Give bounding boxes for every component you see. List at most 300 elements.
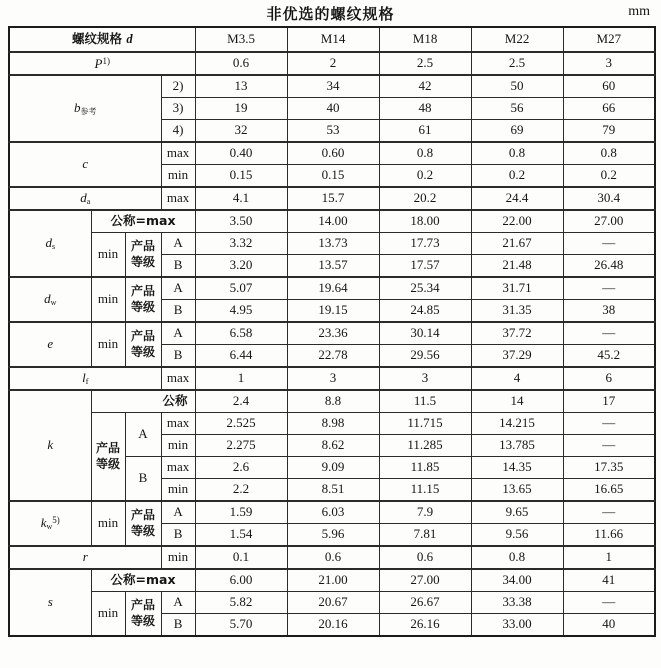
variable-symbol: e: [47, 336, 54, 352]
cell-text: 31.35: [502, 302, 532, 318]
value-cell: [287, 210, 379, 233]
cell-text: 0.2: [416, 167, 434, 183]
cell-text: 0.15: [321, 167, 345, 183]
sub-label: [91, 210, 195, 233]
value-cell: [287, 592, 379, 614]
col-header: [195, 27, 287, 52]
variable-symbol: r: [82, 549, 88, 565]
value-cell: [287, 413, 379, 435]
cell-text: 11.66: [594, 526, 624, 542]
value-cell: [195, 524, 287, 547]
cell-text: 产品等级: [130, 507, 155, 538]
cell-text: 0.60: [321, 145, 345, 161]
cell-text: 34: [326, 78, 340, 94]
sub-label: [161, 592, 195, 614]
cell-text: 25.34: [410, 280, 440, 296]
value-cell: [287, 457, 379, 479]
sub-label-grade: [125, 277, 161, 322]
cell-text: 产品等级: [130, 238, 155, 269]
cell-text: 1: [605, 549, 613, 565]
value-cell: [471, 300, 563, 323]
unit-label: mm: [628, 4, 650, 19]
sub-label: [161, 457, 195, 479]
cell-text: min: [97, 246, 119, 262]
sub-label: [161, 300, 195, 323]
variable-symbol: s: [47, 594, 53, 610]
value-cell: [379, 75, 471, 98]
value-cell: [287, 120, 379, 143]
value-cell: [287, 98, 379, 120]
value-cell: [287, 367, 379, 390]
value-cell: [287, 187, 379, 210]
cell-text: 3: [421, 370, 429, 386]
value-cell: [379, 457, 471, 479]
cell-text: 6.03: [321, 504, 345, 520]
variable-symbol: l: [82, 369, 86, 385]
value-cell: [471, 367, 563, 390]
value-cell: [471, 546, 563, 569]
cell-text: M18: [412, 31, 438, 47]
sub-label: [161, 233, 195, 255]
cell-text: 8.98: [321, 415, 345, 431]
cell-text: min: [167, 437, 189, 453]
table-row: [9, 569, 655, 592]
cell-text: 21.00: [318, 572, 348, 588]
cell-text: 3: [329, 370, 337, 386]
value-cell: [471, 120, 563, 143]
value-cell: [563, 233, 655, 255]
cell-text: M27: [596, 31, 622, 47]
value-cell: [379, 120, 471, 143]
cell-text: 3): [172, 100, 184, 116]
cell-text: B: [173, 526, 183, 542]
cell-text: 5.07: [229, 280, 253, 296]
cell-text: 0.2: [508, 167, 526, 183]
value-cell: [379, 614, 471, 637]
table-row: [9, 233, 655, 255]
value-cell: [195, 345, 287, 368]
row-label-c: [9, 142, 161, 187]
sub-label: [125, 413, 161, 457]
cell-text: max: [166, 190, 190, 206]
value-cell: [287, 142, 379, 165]
table-row: [9, 52, 655, 75]
sub-label: [161, 255, 195, 278]
cell-text: min: [167, 549, 189, 565]
value-cell: [379, 187, 471, 210]
value-cell: [287, 501, 379, 524]
value-cell: [195, 277, 287, 300]
value-cell: [195, 614, 287, 637]
cell-text: 17.35: [594, 459, 624, 475]
cell-text: 30.4: [597, 190, 621, 206]
value-cell: [563, 165, 655, 188]
value-cell: [379, 52, 471, 75]
row-label-ds: [9, 210, 91, 277]
cell-text: 34.00: [502, 572, 532, 588]
value-cell: [379, 300, 471, 323]
cell-text: 15.7: [321, 190, 345, 206]
value-cell: [287, 614, 379, 637]
sub-label: [161, 187, 195, 210]
value-cell: [379, 345, 471, 368]
value-cell: [195, 165, 287, 188]
cell-text: 0.8: [508, 145, 526, 161]
sub-label: [161, 345, 195, 368]
sub-label: [161, 435, 195, 457]
row-label-thread-spec: [9, 27, 195, 52]
cell-text: 11.15: [410, 481, 440, 497]
variable-symbol: k: [40, 515, 47, 531]
cell-text: 69: [510, 122, 524, 138]
cell-text: max: [166, 370, 190, 386]
cell-text: 4.95: [229, 302, 253, 318]
cell-text: min: [167, 481, 189, 497]
cell-text: 3.20: [229, 257, 253, 273]
cell-text: 2.275: [226, 437, 256, 453]
value-cell: [195, 142, 287, 165]
table-row: [9, 546, 655, 569]
cell-text: 79: [602, 122, 616, 138]
cell-text: B: [173, 616, 183, 632]
cell-text: 24.85: [410, 302, 440, 318]
row-label-k: [9, 390, 91, 501]
cell-text: min: [97, 336, 119, 352]
variable-symbol: c: [82, 156, 89, 172]
cell-text: 37.29: [502, 347, 532, 363]
value-cell: [195, 390, 287, 413]
value-cell: [379, 546, 471, 569]
cell-text: 5.70: [229, 616, 253, 632]
subscript-text: w: [46, 522, 53, 532]
sub-label: [161, 75, 195, 98]
cell-text: 6: [605, 370, 613, 386]
cell-text: 17: [602, 393, 616, 409]
cell-text: 23.36: [318, 325, 348, 341]
value-cell: [471, 569, 563, 592]
cell-text: 17.73: [410, 235, 440, 251]
value-cell: [195, 210, 287, 233]
cell-text: 19.15: [318, 302, 348, 318]
value-cell: [195, 435, 287, 457]
cell-text: —: [602, 325, 616, 341]
cell-text: 6.58: [229, 325, 253, 341]
value-cell: [471, 187, 563, 210]
cell-text: 0.6: [416, 549, 434, 565]
cell-text: 3.50: [229, 213, 253, 229]
value-cell: [563, 142, 655, 165]
value-cell: [563, 390, 655, 413]
value-cell: [379, 98, 471, 120]
variable-symbol: b: [74, 99, 81, 115]
cell-text: A: [173, 280, 183, 296]
sub-label: [161, 98, 195, 120]
variable-symbol: d: [45, 234, 52, 250]
cell-text: B: [173, 257, 183, 273]
value-cell: [195, 75, 287, 98]
sub-label: [91, 233, 125, 278]
value-cell: [379, 479, 471, 502]
cell-text: 32: [234, 122, 248, 138]
cell-text: 2.2: [232, 481, 250, 497]
value-cell: [287, 435, 379, 457]
value-cell: [563, 569, 655, 592]
sub-label: [91, 501, 125, 546]
cell-text: A: [173, 235, 183, 251]
cell-text: 0.8: [416, 145, 434, 161]
cell-text: 公称=max: [110, 572, 176, 588]
cell-text: 7.9: [416, 504, 434, 520]
cell-text: 9.09: [321, 459, 345, 475]
variable-symbol: d: [44, 290, 51, 306]
cell-text: 16.65: [594, 481, 624, 497]
sub-label: [161, 501, 195, 524]
value-cell: [471, 413, 563, 435]
value-cell: [287, 255, 379, 278]
sub-label: [161, 322, 195, 345]
value-cell: [471, 142, 563, 165]
cell-text: 13.73: [318, 235, 348, 251]
row-label-kw: [9, 501, 91, 546]
value-cell: [379, 142, 471, 165]
cell-text: B: [173, 302, 183, 318]
cell-text: 2.6: [232, 459, 250, 475]
value-cell: [563, 52, 655, 75]
value-cell: [471, 98, 563, 120]
value-cell: [195, 187, 287, 210]
value-cell: [471, 255, 563, 278]
cell-text: 4): [172, 122, 184, 138]
cell-text: 0.15: [229, 167, 253, 183]
sub-label: [91, 390, 195, 413]
value-cell: [471, 457, 563, 479]
row-label-b: [9, 75, 161, 142]
value-cell: [563, 75, 655, 98]
cell-text: 20.67: [318, 594, 348, 610]
value-cell: [563, 614, 655, 637]
value-cell: [471, 592, 563, 614]
value-cell: [379, 165, 471, 188]
sub-label: [161, 367, 195, 390]
value-cell: [195, 592, 287, 614]
cell-text: 产品等级: [130, 597, 155, 628]
value-cell: [563, 501, 655, 524]
subscript-text: w: [50, 297, 57, 307]
cell-text: 0.8: [600, 145, 617, 161]
value-cell: [195, 120, 287, 143]
cell-text: 8.8: [324, 393, 342, 409]
cell-text: 22.78: [318, 347, 348, 363]
value-cell: [195, 52, 287, 75]
sub-label: [125, 457, 161, 502]
cell-text: 38: [602, 302, 616, 318]
value-cell: [379, 233, 471, 255]
value-cell: [195, 300, 287, 323]
value-cell: [195, 569, 287, 592]
cell-text: min: [167, 167, 189, 183]
table-row: [9, 210, 655, 233]
cell-text: 26.67: [410, 594, 440, 610]
col-header: [287, 27, 379, 52]
cell-text: 42: [418, 78, 432, 94]
sub-label: [91, 277, 125, 322]
variable-symbol: d: [80, 189, 87, 205]
cell-text: 7.81: [413, 526, 437, 542]
table-row: [9, 27, 655, 52]
cell-text: B: [173, 347, 183, 363]
value-cell: [471, 479, 563, 502]
cell-text: 0.40: [229, 145, 253, 161]
cell-text: 1.59: [229, 504, 253, 520]
table-row: [9, 187, 655, 210]
value-cell: [471, 501, 563, 524]
cell-text: 产品等级: [130, 283, 155, 314]
cell-text: 3: [605, 55, 613, 71]
cell-text: M3.5: [227, 31, 255, 47]
sub-label: [161, 142, 195, 165]
value-cell: [563, 435, 655, 457]
value-cell: [563, 479, 655, 502]
value-cell: [195, 457, 287, 479]
value-cell: [379, 501, 471, 524]
cell-text: min: [97, 605, 119, 621]
cell-text: 33.00: [502, 616, 532, 632]
value-cell: [379, 322, 471, 345]
sub-label: [161, 546, 195, 569]
value-cell: [287, 546, 379, 569]
cell-text: 螺纹规格: [71, 31, 127, 47]
row-label-e: [9, 322, 91, 367]
cell-text: max: [166, 459, 190, 475]
value-cell: [379, 255, 471, 278]
row-label-lf: [9, 367, 161, 390]
sub-label: [161, 413, 195, 435]
thread-spec-table: [8, 26, 656, 637]
variable-symbol: k: [47, 437, 54, 453]
cell-text: 14.35: [502, 459, 532, 475]
value-cell: [287, 52, 379, 75]
cell-text: 2.5: [416, 55, 434, 71]
cell-text: M22: [504, 31, 530, 47]
cell-text: 26.16: [410, 616, 440, 632]
sub-label-grade: [125, 322, 161, 367]
value-cell: [563, 413, 655, 435]
cell-text: 56: [510, 100, 524, 116]
cell-text: 40: [602, 616, 616, 632]
value-cell: [563, 367, 655, 390]
value-cell: [287, 165, 379, 188]
cell-text: 19: [234, 100, 248, 116]
cell-text: max: [166, 415, 190, 431]
table-body: [9, 27, 655, 636]
value-cell: [471, 322, 563, 345]
value-cell: [471, 52, 563, 75]
value-cell: [563, 592, 655, 614]
cell-text: 53: [326, 122, 340, 138]
value-cell: [563, 210, 655, 233]
cell-text: 26.48: [594, 257, 624, 273]
value-cell: [563, 277, 655, 300]
sub-label: [91, 592, 125, 637]
value-cell: [287, 300, 379, 323]
value-cell: [563, 322, 655, 345]
cell-text: 0.2: [600, 167, 617, 183]
col-header: [471, 27, 563, 52]
cell-text: —: [602, 280, 616, 296]
sub-label: [161, 165, 195, 188]
value-cell: [379, 569, 471, 592]
cell-text: A: [173, 325, 183, 341]
value-cell: [471, 390, 563, 413]
sub-label-grade: [125, 501, 161, 546]
value-cell: [379, 367, 471, 390]
cell-text: 41: [602, 572, 616, 588]
value-cell: [563, 524, 655, 547]
col-header: [563, 27, 655, 52]
value-cell: [471, 277, 563, 300]
row-label-dw: [9, 277, 91, 322]
cell-text: 3.32: [229, 235, 253, 251]
cell-text: 66: [602, 100, 616, 116]
cell-text: 22.00: [502, 213, 532, 229]
sub-label-grade: [125, 592, 161, 637]
cell-text: 2.5: [508, 55, 526, 71]
cell-text: 9.65: [505, 504, 529, 520]
value-cell: [563, 98, 655, 120]
cell-text: 0.6: [324, 549, 342, 565]
subscript-text: a: [86, 196, 91, 206]
sub-label-grade: [91, 413, 125, 502]
cell-text: 公称=max: [110, 213, 176, 229]
cell-text: 61: [418, 122, 432, 138]
cell-text: 50: [510, 78, 524, 94]
cell-text: 21.67: [502, 235, 532, 251]
cell-text: 45.2: [597, 347, 621, 363]
value-cell: [195, 98, 287, 120]
value-cell: [195, 367, 287, 390]
value-cell: [563, 546, 655, 569]
cell-text: 公称: [162, 393, 188, 409]
cell-text: 13.785: [499, 437, 535, 453]
cell-text: A: [173, 504, 183, 520]
cell-text: 8.51: [321, 481, 345, 497]
value-cell: [379, 413, 471, 435]
cell-text: 19.64: [318, 280, 348, 296]
value-cell: [379, 277, 471, 300]
cell-text: 21.48: [502, 257, 532, 273]
cell-text: 37.72: [502, 325, 532, 341]
value-cell: [287, 479, 379, 502]
value-cell: [195, 322, 287, 345]
value-cell: [195, 479, 287, 502]
cell-text: 48: [418, 100, 432, 116]
cell-text: 31.71: [502, 280, 532, 296]
value-cell: [379, 210, 471, 233]
table-row: [9, 75, 655, 98]
cell-text: 14.215: [499, 415, 535, 431]
value-cell: [195, 255, 287, 278]
cell-text: 13: [234, 78, 248, 94]
sub-label: [161, 120, 195, 143]
value-cell: [471, 524, 563, 547]
superscript-text: 1): [102, 55, 110, 66]
subscript-text: f: [85, 376, 89, 386]
cell-text: 40: [326, 100, 340, 116]
value-cell: [287, 345, 379, 368]
value-cell: [471, 614, 563, 637]
value-cell: [471, 210, 563, 233]
value-cell: [379, 592, 471, 614]
